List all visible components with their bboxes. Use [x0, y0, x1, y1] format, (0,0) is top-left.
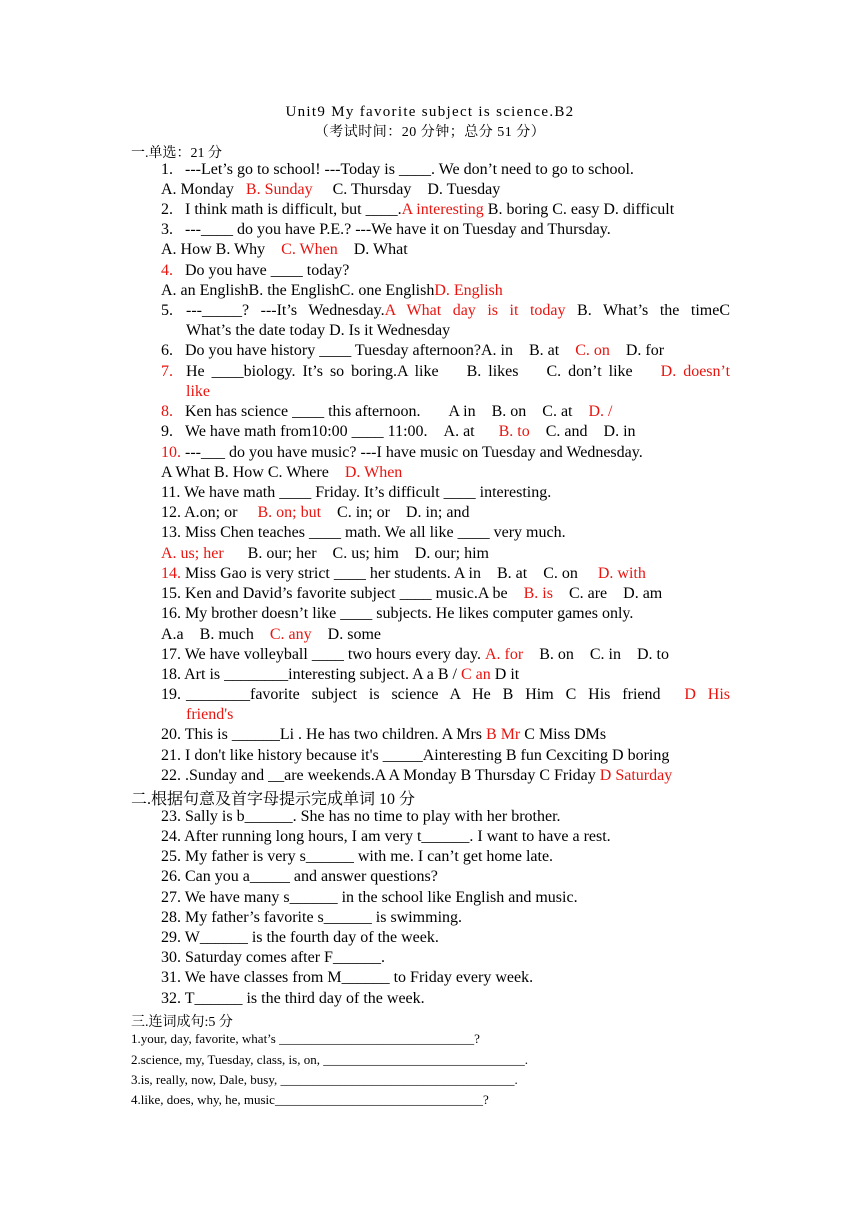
question-2 [161, 200, 674, 220]
reorder-question: 3.is, really, now, Dale, busy, ____________________________________. [131, 1072, 518, 1087]
fill-question: 27. We have many s______ in the school like English and music. [161, 889, 578, 906]
question-19-line-1 [186, 685, 730, 705]
page-title: Unit9 My favorite subject is science.B2 [285, 104, 575, 120]
option-a-answer: A interesting [401, 201, 484, 218]
question-text: 15. Ken and David’s favorite subject ____ music.A be [161, 585, 508, 602]
option-d-answer: D. English [434, 282, 503, 299]
option-d: D. to [636, 646, 669, 663]
option-d-answer: D Saturday [599, 767, 673, 784]
option-c-answer: C. on [575, 342, 610, 359]
question-18 [161, 665, 519, 685]
question-6 [161, 341, 664, 361]
option-b: B. on [539, 646, 574, 663]
question-5-line-1 [186, 301, 730, 321]
option-c: C. are [568, 585, 608, 602]
question-1-options [161, 180, 500, 200]
option-d-answer: D. with [597, 565, 646, 582]
question-number: 4. [161, 262, 173, 279]
question-text: Ken has science ____ this afternoon. [185, 403, 421, 420]
option-c: C. don’t like [546, 363, 633, 380]
question-text: 20. This is ______Li . He has two children. A Mrs [161, 726, 483, 743]
question-number: 10. [161, 444, 181, 461]
option-d: D. in; and [405, 504, 470, 521]
option-b: B. likes [466, 363, 519, 380]
question-3 [161, 220, 611, 240]
option-b-answer: B. is [523, 585, 553, 602]
option-b: B. at [496, 565, 528, 582]
option-d: D. am [623, 585, 663, 602]
option-c: C. and [545, 423, 588, 440]
options-rest: C Miss DMs [520, 726, 607, 743]
option-d-answer: D. When [344, 464, 403, 481]
option-c: C. at [542, 403, 573, 420]
option-c-answer: C an [460, 666, 491, 683]
reorder-question: 1.your, day, favorite, what’s ______________________________? [131, 1031, 480, 1046]
question-text: We have math from10:00 ____ 11:00. [185, 423, 428, 440]
question-number: 1. [161, 161, 173, 178]
question-text: Do you have history ____ Tuesday afternoon?A. in [185, 342, 513, 359]
question-16-options [161, 625, 381, 645]
option-a: A.a [161, 626, 184, 643]
option-b: B. much [199, 626, 254, 643]
question-11: 11. We have math ____ Friday. It’s difficult ____ interesting. [161, 484, 552, 501]
option-c-answer: C. When [281, 241, 338, 258]
question-4 [161, 261, 349, 281]
options-rest: B. boring C. easy D. difficult [483, 201, 675, 218]
fill-question: 32. T______ is the third day of the week. [161, 990, 425, 1007]
section-2-heading: 二.根据句意及首字母提示完成单词 10 分 [131, 791, 416, 808]
question-10 [161, 443, 643, 463]
option-c: C. in [589, 646, 621, 663]
option-c: C. us; him [332, 545, 399, 562]
option-d-answer-continued: friend's [186, 706, 234, 723]
option-d: D it [490, 666, 520, 683]
fill-question: 26. Can you a_____ and answer questions? [161, 868, 438, 885]
question-22 [161, 766, 672, 786]
question-7 [161, 362, 173, 382]
question-text: ________favorite subject is science A He B Him C His friend [186, 686, 661, 703]
option-d: D. Tuesday [427, 181, 501, 198]
question-number: 14. [161, 565, 181, 582]
option-abc: A What B. How C. Where [161, 464, 329, 481]
fill-question: 24. After running long hours, I am very t______. I want to have a rest. [161, 828, 611, 845]
question-14 [161, 564, 646, 584]
question-5-line-2: What’s the date today D. Is it Wednesday [186, 322, 451, 339]
option-a: A. Monday [161, 181, 234, 198]
option-d-answer-continued: like [186, 383, 210, 400]
question-number: 9. [161, 423, 173, 440]
reorder-question: 2.science, my, Tuesday, class, is, on, _______________________________. [131, 1052, 528, 1067]
question-7-line-1 [186, 362, 730, 382]
option-d-answer: D. / [588, 403, 613, 420]
option-c-answer: C. any [269, 626, 312, 643]
question-1 [161, 160, 634, 180]
option-b: B. on [491, 403, 527, 420]
option-a: A. at [443, 423, 475, 440]
question-text: Miss Gao is very strict ____ her students. A in [181, 565, 481, 582]
question-19 [161, 685, 181, 705]
question-number: 19. [161, 686, 181, 703]
question-number: 5. [161, 302, 173, 319]
option-ab: A. How B. Why [161, 241, 266, 258]
option-c: C. Thursday [332, 181, 412, 198]
question-20 [161, 725, 606, 745]
section-1-heading: 一.单选：21 分 [131, 146, 222, 161]
question-text: He ____biology. It’s so boring.A like [186, 363, 439, 380]
question-16: 16. My brother doesn’t like ____ subjects. He likes computer games only. [161, 605, 634, 622]
question-13-options [161, 544, 489, 564]
option-abc: A. an EnglishB. the EnglishC. one English [161, 282, 435, 299]
question-text: 17. We have volleyball ____ two hours every day. [161, 646, 481, 663]
option-b-answer: B Mr [486, 726, 521, 743]
option-d: D. What [353, 241, 408, 258]
question-text: ---_____? ---It’s Wednesday. [186, 302, 385, 319]
option-c: C. in; or [337, 504, 390, 521]
question-8 [161, 402, 613, 422]
question-9 [161, 422, 636, 442]
question-number: 6. [161, 342, 173, 359]
question-number: 7. [161, 363, 173, 380]
section-3-heading: 三.连词成句:5 分 [131, 1015, 233, 1030]
fill-question: 28. My father’s favorite s______ is swimming. [161, 909, 463, 926]
reorder-question: 4.like, does, why, he, music________________________________? [131, 1092, 489, 1107]
question-5 [161, 301, 173, 321]
question-3-options [161, 240, 408, 260]
option-a: A in [448, 403, 476, 420]
question-text: ---___ do you have music? ---I have music on Tuesday and Wednesday. [185, 444, 643, 461]
question-text: I think math is difficult, but ____. [185, 201, 402, 218]
exam-info: （考试时间：20 分钟；总分 51 分） [314, 125, 546, 140]
option-b: B. at [528, 342, 560, 359]
option-a-answer: A. us; her [161, 545, 224, 562]
question-13: 13. Miss Chen teaches ____ math. We all like ____ very much. [161, 524, 566, 541]
question-4-options [161, 281, 503, 301]
question-number: 8. [161, 403, 173, 420]
option-c: C. on [543, 565, 578, 582]
question-21: 21. I don't like history because it's _____Ainteresting B fun Cexciting D boring [161, 747, 670, 764]
option-d-answer: D. doesn’t [660, 363, 731, 380]
question-text: ---Let’s go to school! ---Today is ____. We don’t need to go to school. [185, 161, 634, 178]
option-b: B. our; her [247, 545, 317, 562]
option-b-answer: B. on; but [257, 504, 322, 521]
question-10-options [161, 463, 402, 483]
option-b-answer: B. Sunday [245, 181, 313, 198]
question-number: 3. [161, 221, 173, 238]
question-12 [161, 503, 469, 523]
option-d: D. our; him [414, 545, 489, 562]
option-a-answer: A. for [484, 646, 524, 663]
option-d-answer: D His [684, 686, 731, 703]
question-text: 22. .Sunday and __are weekends.A A Monday B Thursday C Friday [161, 767, 596, 784]
option-d: D. for [625, 342, 665, 359]
fill-question: 29. W______ is the fourth day of the week. [161, 929, 439, 946]
question-num-option-a: 12. A.on; or [161, 504, 238, 521]
question-number: 2. [161, 201, 173, 218]
option-a-answer: A What day is it today [384, 302, 566, 319]
fill-question: 23. Sally is b______. She has no time to play with her brother. [161, 808, 561, 825]
fill-question: 25. My father is very s______ with me. I can’t get home late. [161, 848, 554, 865]
question-text: ---____ do you have P.E.? ---We have it on Tuesday and Thursday. [185, 221, 611, 238]
question-17 [161, 645, 669, 665]
option-b-answer: B. to [498, 423, 530, 440]
option-d: D. in [603, 423, 636, 440]
options-rest: B. What’s the timeC [565, 302, 730, 319]
fill-question: 30. Saturday comes after F______. [161, 949, 385, 966]
option-d: D. some [327, 626, 381, 643]
question-text: 18. Art is ________interesting subject. A a B / [161, 666, 457, 683]
question-text: Do you have ____ today? [185, 262, 350, 279]
fill-question: 31. We have classes from M______ to Friday every week. [161, 969, 534, 986]
question-15 [161, 584, 662, 604]
